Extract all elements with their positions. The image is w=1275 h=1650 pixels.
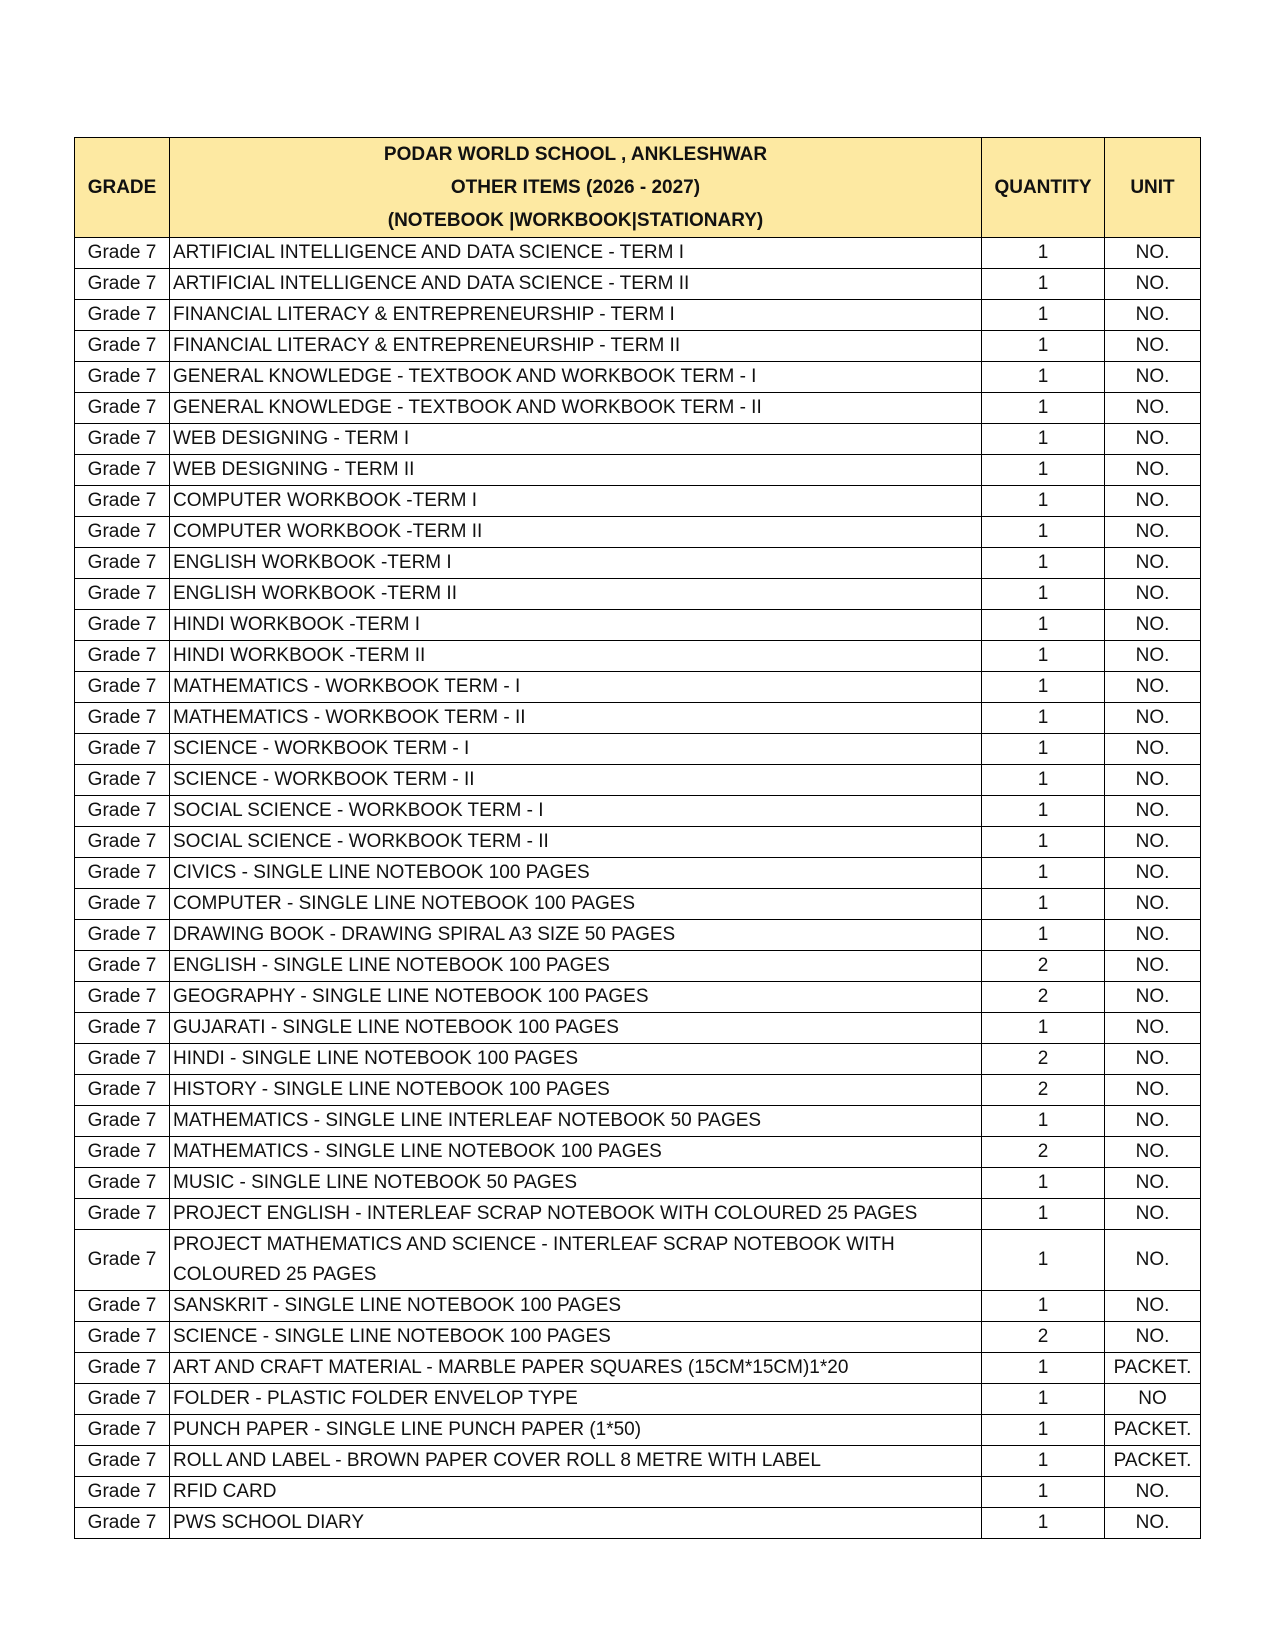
grade-cell: Grade 7 bbox=[75, 1013, 170, 1044]
item-cell: HINDI WORKBOOK -TERM I bbox=[170, 610, 982, 641]
grade-cell: Grade 7 bbox=[75, 517, 170, 548]
grade-cell: Grade 7 bbox=[75, 1415, 170, 1446]
quantity-cell: 1 bbox=[982, 517, 1105, 548]
unit-cell: NO. bbox=[1105, 486, 1201, 517]
unit-cell: PACKET. bbox=[1105, 1446, 1201, 1477]
quantity-cell: 1 bbox=[982, 1106, 1105, 1137]
table-row bbox=[75, 734, 1201, 765]
unit-cell: NO. bbox=[1105, 455, 1201, 486]
unit-cell: NO. bbox=[1105, 827, 1201, 858]
table-row bbox=[75, 1508, 1201, 1539]
quantity-cell: 1 bbox=[982, 610, 1105, 641]
item-cell: SOCIAL SCIENCE - WORKBOOK TERM - II bbox=[170, 827, 982, 858]
unit-cell: NO. bbox=[1105, 796, 1201, 827]
grade-cell: Grade 7 bbox=[75, 1291, 170, 1322]
grade-cell: Grade 7 bbox=[75, 1044, 170, 1075]
quantity-cell: 1 bbox=[982, 269, 1105, 300]
item-cell: HINDI - SINGLE LINE NOTEBOOK 100 PAGES bbox=[170, 1044, 982, 1075]
item-cell: COMPUTER WORKBOOK -TERM I bbox=[170, 486, 982, 517]
quantity-cell: 2 bbox=[982, 1137, 1105, 1168]
table-row bbox=[75, 889, 1201, 920]
item-cell: PUNCH PAPER - SINGLE LINE PUNCH PAPER (1*50) bbox=[170, 1415, 982, 1446]
unit-cell: NO. bbox=[1105, 300, 1201, 331]
header-title bbox=[170, 138, 982, 238]
grade-cell: Grade 7 bbox=[75, 1075, 170, 1106]
quantity-cell: 1 bbox=[982, 486, 1105, 517]
table-row bbox=[75, 269, 1201, 300]
grade-cell: Grade 7 bbox=[75, 610, 170, 641]
grade-cell: Grade 7 bbox=[75, 1322, 170, 1353]
quantity-cell: 2 bbox=[982, 1044, 1105, 1075]
grade-cell: Grade 7 bbox=[75, 331, 170, 362]
unit-cell: NO. bbox=[1105, 1137, 1201, 1168]
unit-cell: NO. bbox=[1105, 1322, 1201, 1353]
table-row bbox=[75, 1477, 1201, 1508]
item-cell: WEB DESIGNING - TERM II bbox=[170, 455, 982, 486]
item-cell: DRAWING BOOK - DRAWING SPIRAL A3 SIZE 50 PAGES bbox=[170, 920, 982, 951]
grade-cell: Grade 7 bbox=[75, 393, 170, 424]
item-cell: GUJARATI - SINGLE LINE NOTEBOOK 100 PAGES bbox=[170, 1013, 982, 1044]
quantity-cell: 1 bbox=[982, 1013, 1105, 1044]
quantity-cell: 1 bbox=[982, 920, 1105, 951]
table-row bbox=[75, 1168, 1201, 1199]
table-row bbox=[75, 424, 1201, 455]
unit-cell: NO. bbox=[1105, 331, 1201, 362]
quantity-cell: 1 bbox=[982, 1168, 1105, 1199]
table-row bbox=[75, 1322, 1201, 1353]
table-row bbox=[75, 796, 1201, 827]
quantity-cell: 1 bbox=[982, 1415, 1105, 1446]
quantity-cell: 1 bbox=[982, 362, 1105, 393]
grade-cell: Grade 7 bbox=[75, 920, 170, 951]
item-cell: HISTORY - SINGLE LINE NOTEBOOK 100 PAGES bbox=[170, 1075, 982, 1106]
quantity-cell: 1 bbox=[982, 1291, 1105, 1322]
table-row bbox=[75, 1353, 1201, 1384]
item-cell: PROJECT ENGLISH - INTERLEAF SCRAP NOTEBOOK WITH COLOURED 25 PAGES bbox=[170, 1199, 982, 1230]
item-list-sheet bbox=[74, 137, 1200, 1539]
table-row bbox=[75, 982, 1201, 1013]
quantity-cell: 1 bbox=[982, 424, 1105, 455]
table-row bbox=[75, 641, 1201, 672]
table-row bbox=[75, 765, 1201, 796]
table-row bbox=[75, 1075, 1201, 1106]
unit-cell: NO. bbox=[1105, 1291, 1201, 1322]
unit-cell: NO. bbox=[1105, 579, 1201, 610]
grade-cell: Grade 7 bbox=[75, 1446, 170, 1477]
quantity-cell: 1 bbox=[982, 1353, 1105, 1384]
table-row bbox=[75, 579, 1201, 610]
quantity-cell: 1 bbox=[982, 579, 1105, 610]
table-row bbox=[75, 858, 1201, 889]
item-cell: FINANCIAL LITERACY & ENTREPRENEURSHIP - TERM I bbox=[170, 300, 982, 331]
table-row bbox=[75, 300, 1201, 331]
item-cell: ENGLISH WORKBOOK -TERM I bbox=[170, 548, 982, 579]
unit-cell: NO. bbox=[1105, 1013, 1201, 1044]
grade-cell: Grade 7 bbox=[75, 703, 170, 734]
grade-cell: Grade 7 bbox=[75, 672, 170, 703]
item-cell: SCIENCE - WORKBOOK TERM - I bbox=[170, 734, 982, 765]
grade-cell: Grade 7 bbox=[75, 269, 170, 300]
item-cell: MATHEMATICS - SINGLE LINE INTERLEAF NOTEBOOK 50 PAGES bbox=[170, 1106, 982, 1137]
unit-cell: NO. bbox=[1105, 548, 1201, 579]
quantity-cell: 1 bbox=[982, 641, 1105, 672]
item-cell: ARTIFICIAL INTELLIGENCE AND DATA SCIENCE - TERM I bbox=[170, 238, 982, 269]
quantity-cell: 1 bbox=[982, 827, 1105, 858]
grade-cell: Grade 7 bbox=[75, 300, 170, 331]
grade-cell: Grade 7 bbox=[75, 548, 170, 579]
table-header-row bbox=[75, 138, 1201, 238]
header-grade: GRADE bbox=[75, 138, 170, 238]
unit-cell: NO. bbox=[1105, 393, 1201, 424]
unit-cell: NO bbox=[1105, 1384, 1201, 1415]
quantity-cell: 1 bbox=[982, 1477, 1105, 1508]
quantity-cell: 1 bbox=[982, 238, 1105, 269]
grade-cell: Grade 7 bbox=[75, 1353, 170, 1384]
table-row bbox=[75, 610, 1201, 641]
unit-cell: NO. bbox=[1105, 1168, 1201, 1199]
table-row bbox=[75, 548, 1201, 579]
grade-cell: Grade 7 bbox=[75, 641, 170, 672]
quantity-cell: 2 bbox=[982, 951, 1105, 982]
table-row bbox=[75, 827, 1201, 858]
unit-cell: NO. bbox=[1105, 641, 1201, 672]
quantity-cell: 1 bbox=[982, 1446, 1105, 1477]
items-table bbox=[74, 137, 1201, 1539]
unit-cell: NO. bbox=[1105, 517, 1201, 548]
grade-cell: Grade 7 bbox=[75, 734, 170, 765]
table-row bbox=[75, 951, 1201, 982]
quantity-cell: 2 bbox=[982, 1322, 1105, 1353]
table-row bbox=[75, 920, 1201, 951]
list-subtitle: (NOTEBOOK |WORKBOOK|STATIONARY) bbox=[387, 210, 764, 231]
table-row bbox=[75, 1446, 1201, 1477]
table-row bbox=[75, 1013, 1201, 1044]
quantity-cell: 1 bbox=[982, 548, 1105, 579]
item-cell: FINANCIAL LITERACY & ENTREPRENEURSHIP - TERM II bbox=[170, 331, 982, 362]
grade-cell: Grade 7 bbox=[75, 1137, 170, 1168]
item-cell: RFID CARD bbox=[170, 1477, 982, 1508]
table-row bbox=[75, 331, 1201, 362]
item-cell: ART AND CRAFT MATERIAL - MARBLE PAPER SQUARES (15CM*15CM)1*20 bbox=[170, 1353, 982, 1384]
grade-cell: Grade 7 bbox=[75, 827, 170, 858]
grade-cell: Grade 7 bbox=[75, 889, 170, 920]
item-cell: GENERAL KNOWLEDGE - TEXTBOOK AND WORKBOOK TERM - I bbox=[170, 362, 982, 393]
grade-cell: Grade 7 bbox=[75, 796, 170, 827]
table-row bbox=[75, 1230, 1201, 1291]
quantity-cell: 2 bbox=[982, 982, 1105, 1013]
item-cell: MUSIC - SINGLE LINE NOTEBOOK 50 PAGES bbox=[170, 1168, 982, 1199]
table-row bbox=[75, 486, 1201, 517]
unit-cell: NO. bbox=[1105, 1199, 1201, 1230]
table-body bbox=[75, 238, 1201, 1539]
grade-cell: Grade 7 bbox=[75, 238, 170, 269]
quantity-cell: 1 bbox=[982, 858, 1105, 889]
grade-cell: Grade 7 bbox=[75, 765, 170, 796]
quantity-cell: 1 bbox=[982, 1384, 1105, 1415]
item-cell: ROLL AND LABEL - BROWN PAPER COVER ROLL 8 METRE WITH LABEL bbox=[170, 1446, 982, 1477]
item-cell: SANSKRIT - SINGLE LINE NOTEBOOK 100 PAGES bbox=[170, 1291, 982, 1322]
grade-cell: Grade 7 bbox=[75, 362, 170, 393]
grade-cell: Grade 7 bbox=[75, 579, 170, 610]
quantity-cell: 1 bbox=[982, 331, 1105, 362]
grade-cell: Grade 7 bbox=[75, 424, 170, 455]
unit-cell: NO. bbox=[1105, 1230, 1201, 1291]
table-row bbox=[75, 1384, 1201, 1415]
quantity-cell: 1 bbox=[982, 1199, 1105, 1230]
grade-cell: Grade 7 bbox=[75, 951, 170, 982]
item-cell: GENERAL KNOWLEDGE - TEXTBOOK AND WORKBOOK TERM - II bbox=[170, 393, 982, 424]
item-cell: ENGLISH - SINGLE LINE NOTEBOOK 100 PAGES bbox=[170, 951, 982, 982]
unit-cell: NO. bbox=[1105, 703, 1201, 734]
header-quantity: QUANTITY bbox=[982, 138, 1105, 238]
item-cell: SOCIAL SCIENCE - WORKBOOK TERM - I bbox=[170, 796, 982, 827]
quantity-cell: 1 bbox=[982, 796, 1105, 827]
item-cell: ENGLISH WORKBOOK -TERM II bbox=[170, 579, 982, 610]
item-cell: SCIENCE - SINGLE LINE NOTEBOOK 100 PAGES bbox=[170, 1322, 982, 1353]
unit-cell: NO. bbox=[1105, 424, 1201, 455]
quantity-cell: 1 bbox=[982, 889, 1105, 920]
item-cell: HINDI WORKBOOK -TERM II bbox=[170, 641, 982, 672]
item-cell: PWS SCHOOL DIARY bbox=[170, 1508, 982, 1539]
item-cell: MATHEMATICS - WORKBOOK TERM - II bbox=[170, 703, 982, 734]
item-cell: COMPUTER - SINGLE LINE NOTEBOOK 100 PAGES bbox=[170, 889, 982, 920]
table-row bbox=[75, 703, 1201, 734]
quantity-cell: 1 bbox=[982, 734, 1105, 765]
item-cell: FOLDER - PLASTIC FOLDER ENVELOP TYPE bbox=[170, 1384, 982, 1415]
list-title: OTHER ITEMS (2026 - 2027) bbox=[450, 177, 701, 198]
table-row bbox=[75, 1291, 1201, 1322]
item-cell: PROJECT MATHEMATICS AND SCIENCE - INTERLEAF SCRAP NOTEBOOK WITH COLOURED 25 PAGES bbox=[170, 1230, 982, 1291]
header-unit: UNIT bbox=[1105, 138, 1201, 238]
quantity-cell: 1 bbox=[982, 300, 1105, 331]
unit-cell: NO. bbox=[1105, 982, 1201, 1013]
table-row bbox=[75, 1106, 1201, 1137]
table-row bbox=[75, 1137, 1201, 1168]
table-row bbox=[75, 517, 1201, 548]
unit-cell: NO. bbox=[1105, 765, 1201, 796]
grade-cell: Grade 7 bbox=[75, 1508, 170, 1539]
quantity-cell: 2 bbox=[982, 1075, 1105, 1106]
quantity-cell: 1 bbox=[982, 1230, 1105, 1291]
school-name: PODAR WORLD SCHOOL , ANKLESHWAR bbox=[383, 144, 768, 165]
item-cell: ARTIFICIAL INTELLIGENCE AND DATA SCIENCE - TERM II bbox=[170, 269, 982, 300]
unit-cell: NO. bbox=[1105, 1044, 1201, 1075]
item-cell: WEB DESIGNING - TERM I bbox=[170, 424, 982, 455]
unit-cell: NO. bbox=[1105, 951, 1201, 982]
table-row bbox=[75, 238, 1201, 269]
unit-cell: NO. bbox=[1105, 1075, 1201, 1106]
grade-cell: Grade 7 bbox=[75, 858, 170, 889]
grade-cell: Grade 7 bbox=[75, 1477, 170, 1508]
table-row bbox=[75, 1199, 1201, 1230]
unit-cell: NO. bbox=[1105, 269, 1201, 300]
grade-cell: Grade 7 bbox=[75, 982, 170, 1013]
table-row bbox=[75, 455, 1201, 486]
grade-cell: Grade 7 bbox=[75, 1199, 170, 1230]
unit-cell: NO. bbox=[1105, 734, 1201, 765]
unit-cell: PACKET. bbox=[1105, 1415, 1201, 1446]
unit-cell: NO. bbox=[1105, 672, 1201, 703]
unit-cell: NO. bbox=[1105, 1508, 1201, 1539]
quantity-cell: 1 bbox=[982, 393, 1105, 424]
unit-cell: PACKET. bbox=[1105, 1353, 1201, 1384]
unit-cell: NO. bbox=[1105, 238, 1201, 269]
unit-cell: NO. bbox=[1105, 858, 1201, 889]
table-row bbox=[75, 1044, 1201, 1075]
grade-cell: Grade 7 bbox=[75, 1384, 170, 1415]
table-row bbox=[75, 672, 1201, 703]
grade-cell: Grade 7 bbox=[75, 1106, 170, 1137]
table-row bbox=[75, 393, 1201, 424]
quantity-cell: 1 bbox=[982, 765, 1105, 796]
item-cell: MATHEMATICS - SINGLE LINE NOTEBOOK 100 PAGES bbox=[170, 1137, 982, 1168]
item-cell: COMPUTER WORKBOOK -TERM II bbox=[170, 517, 982, 548]
item-cell: MATHEMATICS - WORKBOOK TERM - I bbox=[170, 672, 982, 703]
quantity-cell: 1 bbox=[982, 703, 1105, 734]
quantity-cell: 1 bbox=[982, 672, 1105, 703]
unit-cell: NO. bbox=[1105, 610, 1201, 641]
grade-cell: Grade 7 bbox=[75, 455, 170, 486]
grade-cell: Grade 7 bbox=[75, 1230, 170, 1291]
item-cell: CIVICS - SINGLE LINE NOTEBOOK 100 PAGES bbox=[170, 858, 982, 889]
unit-cell: NO. bbox=[1105, 920, 1201, 951]
unit-cell: NO. bbox=[1105, 362, 1201, 393]
grade-cell: Grade 7 bbox=[75, 486, 170, 517]
unit-cell: NO. bbox=[1105, 889, 1201, 920]
item-cell: GEOGRAPHY - SINGLE LINE NOTEBOOK 100 PAGES bbox=[170, 982, 982, 1013]
quantity-cell: 1 bbox=[982, 455, 1105, 486]
unit-cell: NO. bbox=[1105, 1106, 1201, 1137]
unit-cell: NO. bbox=[1105, 1477, 1201, 1508]
grade-cell: Grade 7 bbox=[75, 1168, 170, 1199]
table-row bbox=[75, 362, 1201, 393]
table-row bbox=[75, 1415, 1201, 1446]
quantity-cell: 1 bbox=[982, 1508, 1105, 1539]
item-cell: SCIENCE - WORKBOOK TERM - II bbox=[170, 765, 982, 796]
